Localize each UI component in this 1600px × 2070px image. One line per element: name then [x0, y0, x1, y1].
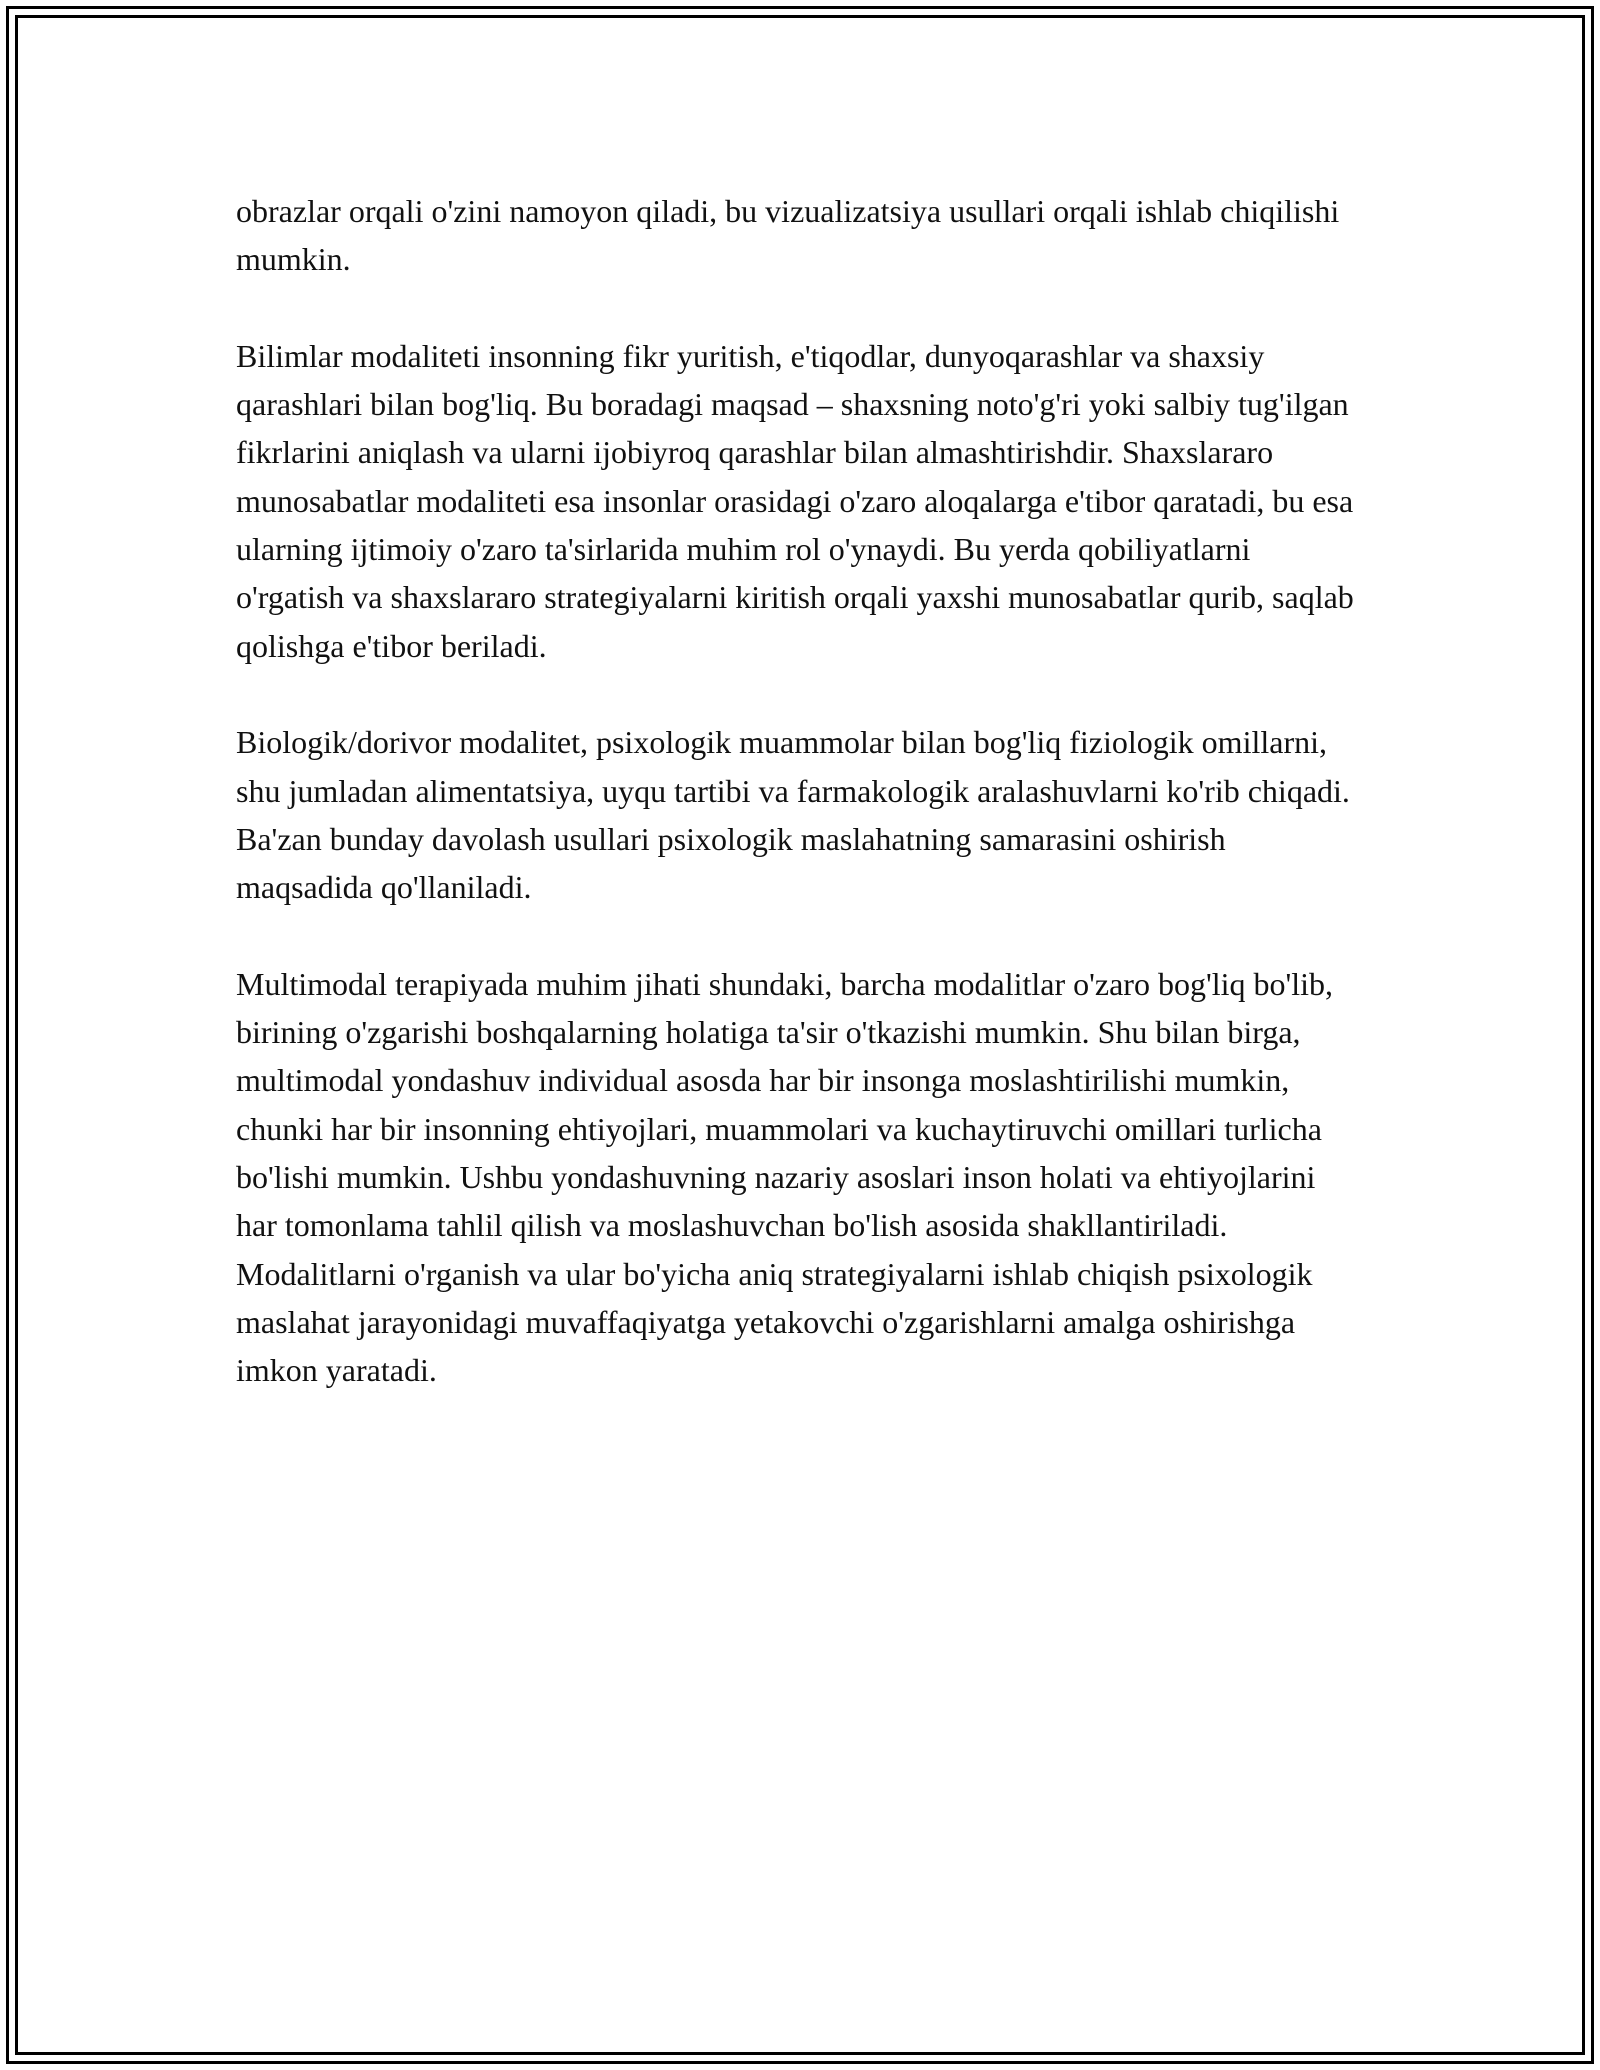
paragraph-3: Biologik/dorivor modalitet, psixologik muammolar bilan bog'liq fiziologik omillarni, shu jumladan alimentatsiya, uyqu tartibi va farmakologik aralashuvlarni ko'rib chiqadi. Ba'zan bunday davolash usullari psixologik maslahatning samarasini oshirish maqsadida qo'llaniladi. — [236, 724, 1350, 906]
document-body — [236, 187, 1364, 1394]
paragraph-1: obrazlar orqali o'zini namoyon qiladi, bu vizualizatsiya usullari orqali ishlab chiqilishi mumkin. — [236, 193, 1340, 278]
paragraph-4: Multimodal terapiyada muhim jihati shundaki, barcha modalitlar o'zaro bog'liq bo'lib, birining o'zgarishi boshqalarning holatiga ta'sir o'tkazishi mumkin. Shu bilan birga, multimodal yondashuv individual asosda har bir insonga moslashtirilishi mumkin, chunki har bir insonning ehtiyojlari, muammolari va kuchaytiruvchi omillari turlicha bo'lishi mumkin. Ushbu yondashuvning nazariy asoslari inson holati va ehtiyojlarini har tomonlama tahlil qilish va moslashuvchan bo'lish asosida shakllantiriladi. Modalitlarni o'rganish va ular bo'yicha aniq strategiyalarni ishlab chiqish psixologik maslahat jarayonidagi muvaffaqiyatga yetakovchi o'zgarishlarni amalga oshirishga imkon yaratadi. — [236, 965, 1334, 1389]
paragraph-2: Bilimlar modaliteti insonning fikr yuritish, e'tiqodlar, dunyoqarashlar va shaxsiy qarashlari bilan bog'liq. Bu boradagi maqsad – shaxsning noto'g'ri yoki salbiy tug'ilgan fikrlarini aniqlash va ularni ijobiyroq qarashlar bilan almashtirishdir. Shaxslararo munosabatlar modaliteti esa insonlar orasidagi o'zaro aloqalarga e'tibor qaratadi, bu esa ularning ijtimoiy o'zaro ta'sirlarida muhim rol o'ynaydi. Bu yerda qobiliyatlarni o'rgatish va shaxslararo strategiyalarni kiritish orqali yaxshi munosabatlar qurib, saqlab qolishga e'tibor beriladi. — [236, 337, 1354, 664]
